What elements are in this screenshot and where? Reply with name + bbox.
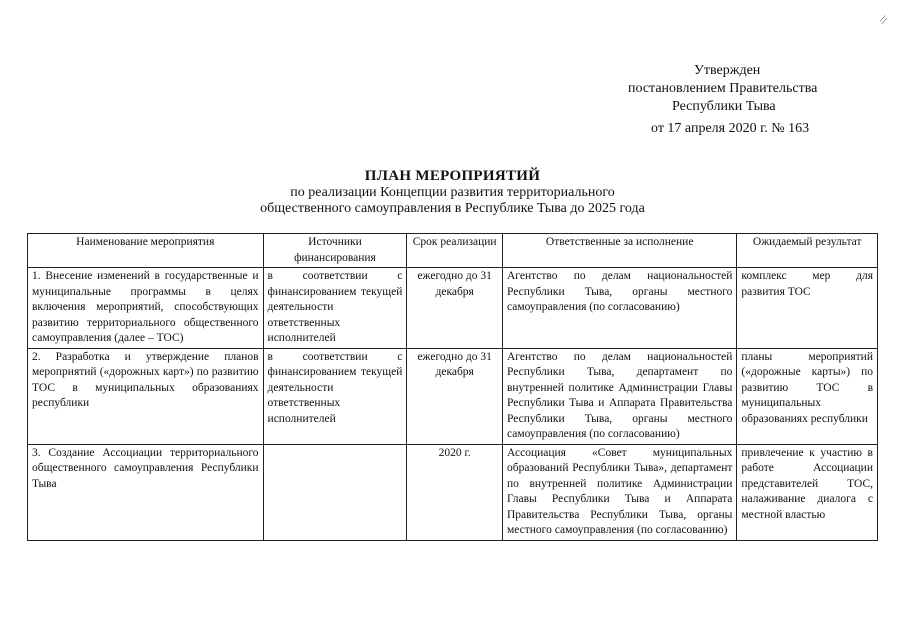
- cell-term: ежегодно до 31 декабря: [407, 268, 503, 349]
- header-term: Срок реализации: [407, 234, 503, 268]
- table-header-row: [28, 234, 878, 268]
- title-block: [0, 167, 905, 217]
- cell-term: ежегодно до 31 декабря: [407, 348, 503, 444]
- cell-result: привлечение к участию в работе Ассоциации представителей ТОС, налаживание диалога с местной властью: [737, 444, 878, 540]
- approval-line-3: Республики Тыва: [672, 99, 776, 114]
- approval-date: от 17 апреля 2020 г. № 163: [651, 121, 810, 136]
- approval-line-2: постановлением Правительства: [628, 81, 818, 96]
- cell-name: 2. Разработка и утверждение планов мероприятий («дорожных карт») по развитию ТОС в муниципальных образованиях республики: [28, 348, 264, 444]
- header-name: Наименование мероприятия: [28, 234, 264, 268]
- cell-result: планы мероприятий («дорожные карты») по развитию ТОС в муниципальных образованиях республики: [737, 348, 878, 444]
- cell-result: комплекс мер для развития ТОС: [737, 268, 878, 349]
- subtitle-line-2: общественного самоуправления в Республике Тыва до 2025 года: [260, 201, 645, 216]
- plan-table: [27, 233, 878, 541]
- page-title: ПЛАН МЕРОПРИЯТИЙ: [364, 168, 541, 184]
- corner-mark: \\: [876, 14, 890, 26]
- header-result: Ожидаемый результат: [737, 234, 878, 268]
- table-row: [28, 348, 878, 444]
- header-funding: Источники финансирования: [263, 234, 407, 268]
- table-row: [28, 444, 878, 540]
- table-row: [28, 268, 878, 349]
- subtitle-line-1: по реализации Концепции развития территориального: [290, 185, 615, 200]
- cell-funding: [263, 444, 407, 540]
- cell-responsible: Агентство по делам национальностей Республики Тыва, департамент по внутренней политике Администрации Главы Республики Тыва и Аппарата Правительства Республики Тыва, органы местного самоуправления (по согласованию): [502, 348, 736, 444]
- cell-funding: в соответствии с финансированием текущей деятельности ответственных исполнителей: [263, 268, 407, 349]
- cell-funding: в соответствии с финансированием текущей деятельности ответственных исполнителей: [263, 348, 407, 444]
- approval-line-1: Утвержден: [694, 63, 761, 78]
- cell-name: 3. Создание Ассоциации территориального общественного самоуправления Республики Тыва: [28, 444, 264, 540]
- cell-term: 2020 г.: [407, 444, 503, 540]
- header-responsible: Ответственные за исполнение: [502, 234, 736, 268]
- cell-responsible: Ассоциация «Совет муниципальных образований Республики Тыва», департамент по внутренней политике Администрации Главы Республики Тыва и Аппарата Правительства Республики Тыва, органы местного самоуправления (по согласованию): [502, 444, 736, 540]
- cell-name: 1. Внесение изменений в государственные и муниципальные программы в целях включения мероприятий, способствующих развитию территориального общественного самоуправления (далее – ТОС): [28, 268, 264, 349]
- cell-responsible: Агентство по делам национальностей Республики Тыва, органы местного самоуправления (по согласованию): [502, 268, 736, 349]
